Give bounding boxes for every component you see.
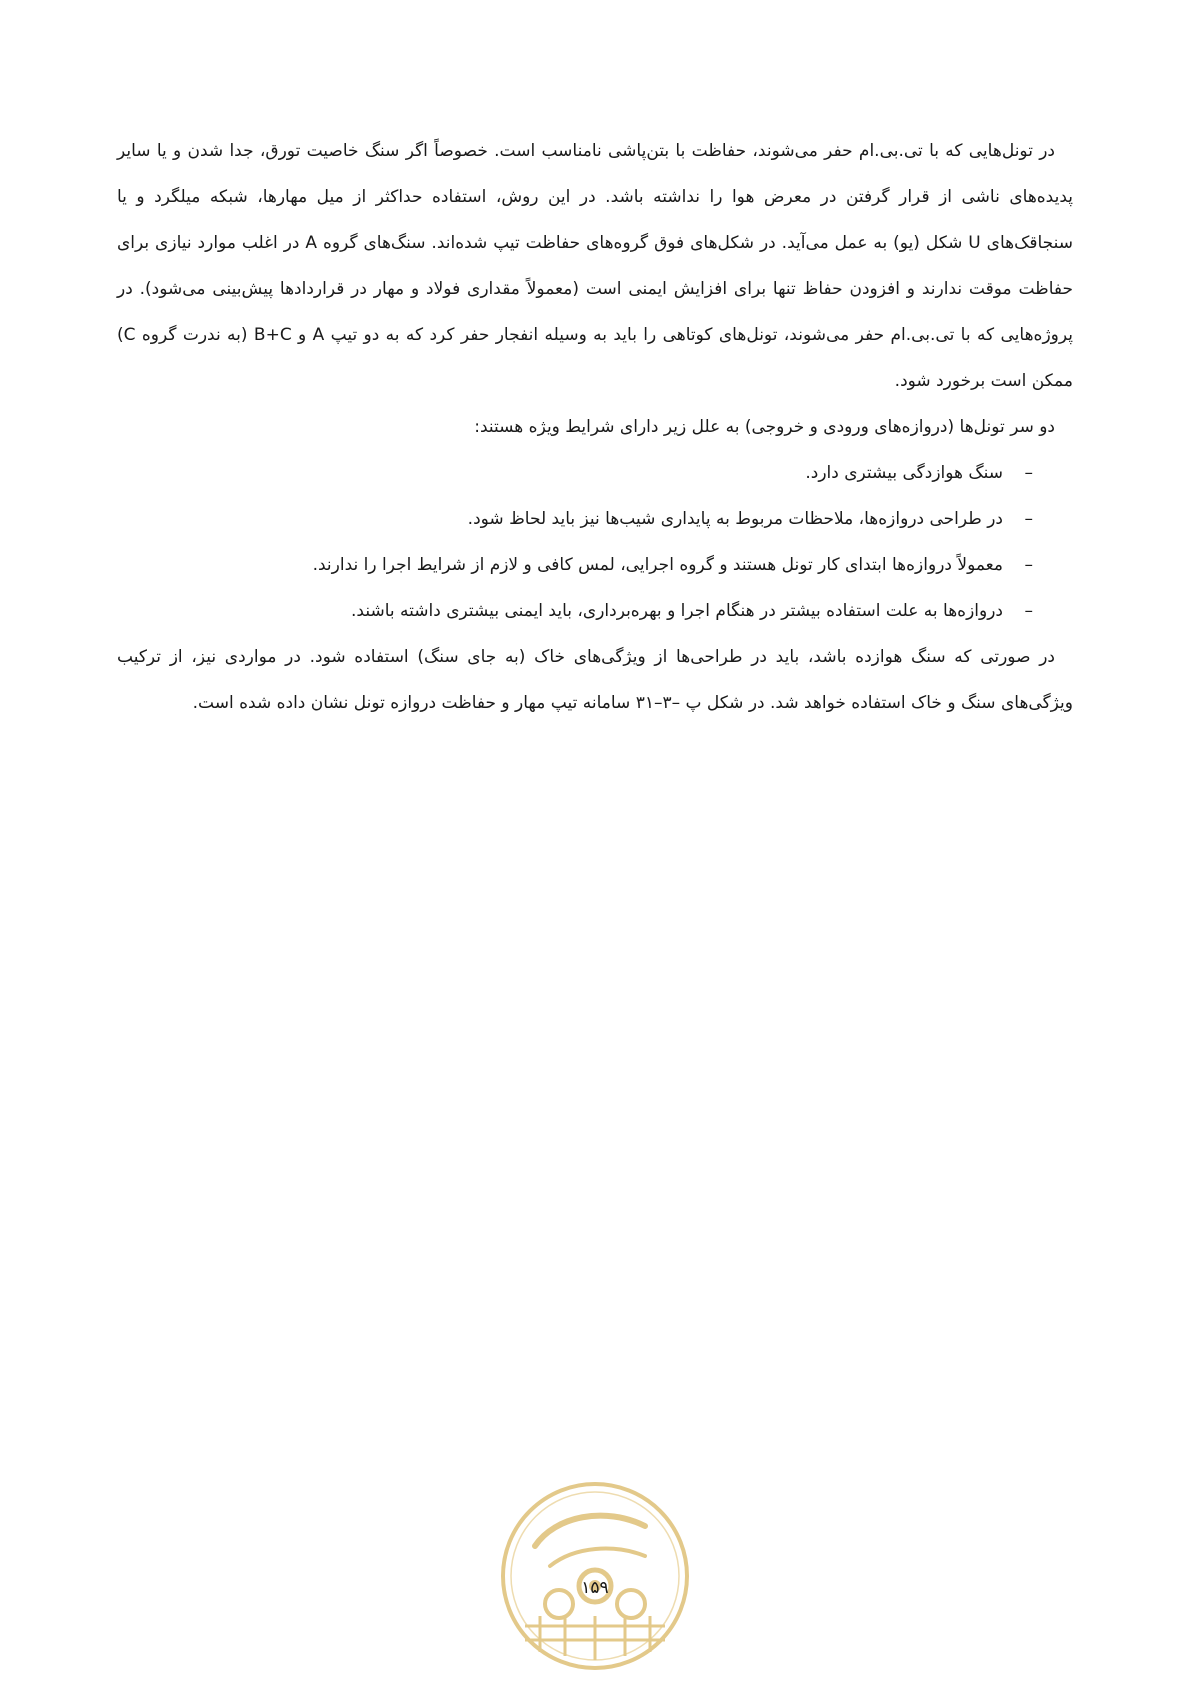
page-number: ۱۵۹ [581,1578,609,1598]
list-item-text: سنگ هوازدگی بیشتری دارد. [805,463,1003,483]
list-item [117,588,1033,634]
paragraph-portals-intro: دو سر تونل‌ها (دروازه‌های ورودی و خروجی) به علل زیر دارای شرایط ویژه هستند: [474,417,1055,437]
list-dash: – [1024,509,1033,529]
list-dash: – [1024,555,1033,575]
watermark-logo [495,1476,695,1676]
list-item-text: دروازه‌ها به علت استفاده بیشتر در هنگام اجرا و بهره‌برداری، باید ایمنی بیشتری داشته باشند. [351,601,1003,621]
list-item-text: معمولاً دروازه‌ها ابتدای کار تونل هستند و گروه اجرایی، لمس کافی و لازم از شرایط اجرا را ندارند. [312,555,1003,575]
list-dash: – [1024,601,1033,621]
document-body [117,128,1073,726]
watermark-seal-icon [495,1476,695,1676]
list-dash: – [1024,463,1033,483]
portal-conditions-list [117,450,1073,634]
list-item [117,496,1033,542]
paragraph-tbm-support: در تونل‌هایی که با تی.بی.ام حفر می‌شوند، حفاظت با بتن‌پاشی نامناسب است. خصوصاً اگر سنگ خاصیت تورق، جدا شدن و یا سایر پدیده‌های ناشی از قرار گرفتن در معرض هوا را نداشته باشد. در این روش، استفاده حداکثر از میل مهارها، شبکه میلگرد و یا سنجاقک‌های U شکل (یو) به عمل می‌آید. در شکل‌های فوق گروه‌های حفاظت تیپ شده‌اند. سنگ‌های گروه A در اغلب موارد نیازی برای حفاظت موقت ندارند و افزودن حفاظ تنها برای افزایش ایمنی است (معمولاً مقداری فولاد و مهار در قراردادها پیش‌بینی می‌شود). در پروژه‌هایی که با تی.بی.ام حفر می‌شوند، تونل‌های کوتاهی را باید به وسیله انفجار حفر کرد که به دو تیپ A و B+C (به ندرت گروه C) ممکن است برخورد شود. [117,141,1073,391]
list-item [117,450,1033,496]
list-item [117,542,1033,588]
list-item-text: در طراحی دروازه‌ها، ملاحظات مربوط به پایداری شیب‌ها نیز باید لحاظ شود. [467,509,1003,529]
paragraph-weathered-rock: در صورتی که سنگ هوازده باشد، باید در طراحی‌ها از ویژگی‌های خاک (به جای سنگ) استفاده شود. در مواردی نیز، از ترکیب ویژگی‌های سنگ و خاک استفاده خواهد شد. در شکل پ –۳–۳۱ سامانه تیپ مهار و حفاظت دروازه تونل نشان داده شده است. [117,647,1073,713]
